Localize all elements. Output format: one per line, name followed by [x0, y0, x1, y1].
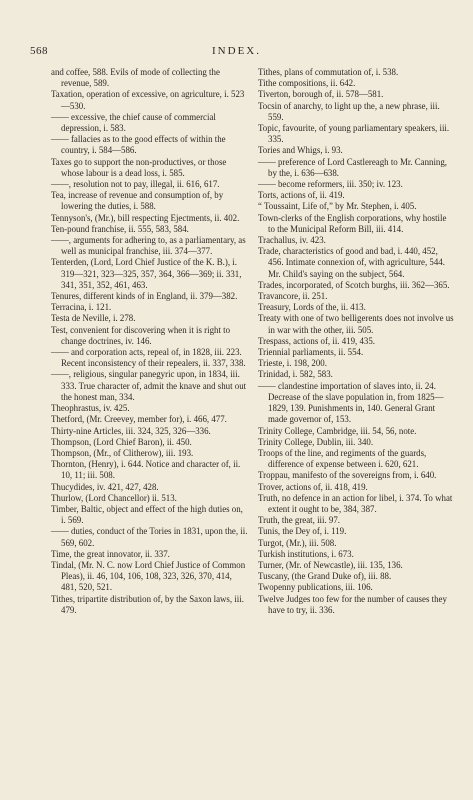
- index-entry: Trinity College, Cambridge, iii. 54, 56, note.: [258, 425, 417, 436]
- index-entry: Tea, increase of revenue and consumption of, by lowering the duties, i. 588.: [51, 190, 224, 212]
- running-head: INDEX.: [212, 45, 261, 57]
- index-entry: Thurlow, (Lord Chancellor) ii. 513.: [51, 492, 177, 503]
- index-entry: Triennial parliaments, ii. 554.: [258, 347, 364, 358]
- index-entry: Thompson, (Lord Chief Baron), ii. 450.: [51, 436, 192, 447]
- index-entry: Thornton, (Henry), i. 644. Notice and character of, ii. 10, 11; iii. 508.: [51, 459, 241, 481]
- index-entry: Trachallus, iv. 423.: [258, 235, 326, 246]
- index-entry: —— fallacies as to the good effects of within the country, i. 584—586.: [51, 134, 226, 156]
- index-entry: Tithe compositions, ii. 642.: [258, 78, 356, 89]
- index-entry: Trinidad, i. 582, 583.: [258, 369, 333, 380]
- index-entry: ——, arguments for adhering to, as a parliamentary, as well as municipal franchise, iii. 374—377.: [51, 235, 246, 257]
- index-column-left: [51, 67, 248, 616]
- index-entry: Truth, the great, iii. 97.: [258, 515, 341, 526]
- index-entry: Truth, no defence in an action for libel, i. 374. To what extent it ought to be, 384, 387.: [258, 492, 453, 514]
- index-entry: Tories and Whigs, i. 93.: [258, 145, 343, 156]
- index-entry: —— clandestine importation of slaves into, ii. 24. Decrease of the slave population in, from 1825—1829, 139. Punishments in, 140. General Grant made governor of, 153.: [258, 380, 444, 425]
- index-entry: Time, the great innovator, ii. 337.: [51, 548, 170, 559]
- index-entry: —— become reformers, iii. 350; iv. 123.: [258, 179, 403, 190]
- index-entry: Torts, actions of, ii. 419.: [258, 190, 345, 201]
- index-entry: Thompson, (Mr., of Clitherow), iii. 193.: [51, 447, 194, 458]
- index-entry: “ Toussaint, Life of,” by Mr. Stephen, i. 405.: [258, 201, 417, 212]
- index-entry: Tuscany, (the Grand Duke of), iii. 88.: [258, 571, 392, 582]
- index-entry: —— duties, conduct of the Tories in 1831, upon the, ii. 569, 602.: [51, 526, 248, 548]
- index-entry: Tiverton, borough of, ii. 578—581.: [258, 89, 384, 100]
- index-entry: Travancore, ii. 251.: [258, 291, 328, 302]
- index-entry: —— and corporation acts, repeal of, in 1828, iii. 223. Recent inconsistency of their repealers, ii. 337, 338.: [51, 347, 246, 369]
- index-entry: —— excessive, the chief cause of commercial depression, i. 583.: [51, 111, 216, 134]
- index-entry: Thucydides, iv. 421, 427, 428.: [51, 481, 159, 492]
- index-entry: Twelve Judges too few for the number of causes they have to try, ii. 336.: [258, 593, 447, 615]
- index-entry: Tunis, the Dey of, i. 119.: [258, 526, 347, 537]
- page-number: 568: [30, 45, 48, 57]
- index-entry: Taxes go to support the non-productives, or those whose labour is a dead loss, i. 585.: [51, 156, 227, 178]
- index-entry: —— preference of Lord Castlereagh to Mr. Canning, by the, i. 636—638.: [258, 156, 448, 178]
- index-entry: Tennyson's, (Mr.), bill respecting Ejectments, ii. 402.: [51, 212, 240, 223]
- index-entry: Ten-pound franchise, ii. 555, 583, 584.: [51, 223, 189, 234]
- index-entry: Trinity College, Dublin, iii. 340.: [258, 436, 374, 447]
- index-entry: Tocsin of anarchy, to light up the, a new phrase, iii. 559.: [258, 100, 440, 122]
- index-entry: Tenterden, (Lord, Lord Chief Justice of the K. B.), i. 319—321, 323—325, 357, 364, 366—369; ii. 331, 341, 351, 352, 461, 463.: [51, 257, 242, 290]
- index-entry: Turkish institutions, i. 673.: [258, 548, 354, 559]
- index-entry: Test, convenient for discovering when it is right to change doctrines, iv. 146.: [51, 324, 231, 346]
- index-entry: Theophrastus, iv. 425.: [51, 403, 130, 414]
- index-entry: Turner, (Mr. of Newcastle), iii. 135, 136.: [258, 559, 403, 570]
- index-entry: Terracina, i. 121.: [51, 302, 112, 313]
- index-entry: Taxation, operation of excessive, on agriculture, i. 523—530.: [51, 89, 245, 111]
- index-entry: Tithes, plans of commutation of, i. 538.: [258, 67, 399, 77]
- index-entry: Thirty-nine Articles, iii. 324, 325, 326—336.: [51, 425, 211, 436]
- index-entry: Tindal, (Mr. N. C. now Lord Chief Justice of Common Pleas), ii. 46, 104, 106, 108, 323, 326, 370, 414, 481, 520, 521.: [51, 559, 246, 593]
- index-entry: Twopenny publications, iii. 106.: [258, 582, 373, 593]
- index-entry: Troppau, manifesto of the sovereigns from, i. 640.: [258, 470, 437, 481]
- index-entry: Trieste, i. 198, 200.: [258, 358, 327, 369]
- index-entry: Treaty with one of two belligerents does not involve us in war with the other, iii. 505.: [258, 313, 454, 335]
- index-entry: Trade, characteristics of good and bad, i. 440, 452, 456. Intimate connexion of, with agriculture, 544. Mr. Child's saying on the subject, 564.: [258, 246, 445, 279]
- index-entry: Testa de Neville, i. 278.: [51, 313, 136, 324]
- index-entry: Town-clerks of the English corporations, why hostile to the Municipal Reform Bill, iii. 414.: [258, 212, 447, 234]
- index-entry: ——, religious, singular panegyric upon, in 1834, iii. 333. True character of, admit the knave and shut out the honest man, 334.: [51, 369, 247, 402]
- index-entry: Timber, Baltic, object and effect of the high duties on, i. 569.: [51, 503, 243, 526]
- index-entry: Tithes, tripartite distribution of, by the Saxon laws, iii. 479.: [51, 593, 244, 615]
- index-entry: Topic, favourite, of young parliamentary speakers, iii. 335.: [258, 123, 450, 145]
- index-entry: Treasury, Lords of the, ii. 413.: [258, 302, 366, 313]
- index-entry: Trover, actions of, ii. 418, 419.: [258, 481, 368, 492]
- index-column-right: [258, 67, 454, 616]
- index-entry: ——, resolution not to pay, illegal, ii. 616, 617.: [51, 179, 220, 190]
- index-entry: Trespass, actions of, ii. 419, 435.: [258, 335, 376, 346]
- index-entry: Thetford, (Mr. Creevey, member for), i. 466, 477.: [51, 414, 227, 425]
- index-entry: Troops of the line, and regiments of the guards, difference of expense between i. 620, 621.: [258, 447, 427, 470]
- index-entry: Trades, incorporated, of Scotch burghs, iii. 362—365.: [258, 279, 450, 290]
- index-entry: Tenures, different kinds of in England, ii. 379—382.: [51, 291, 238, 302]
- index-entry: Turgot, (Mr.), iii. 508.: [258, 537, 337, 548]
- index-entry: and coffee, 588. Evils of mode of collecting the revenue, 589.: [51, 67, 220, 89]
